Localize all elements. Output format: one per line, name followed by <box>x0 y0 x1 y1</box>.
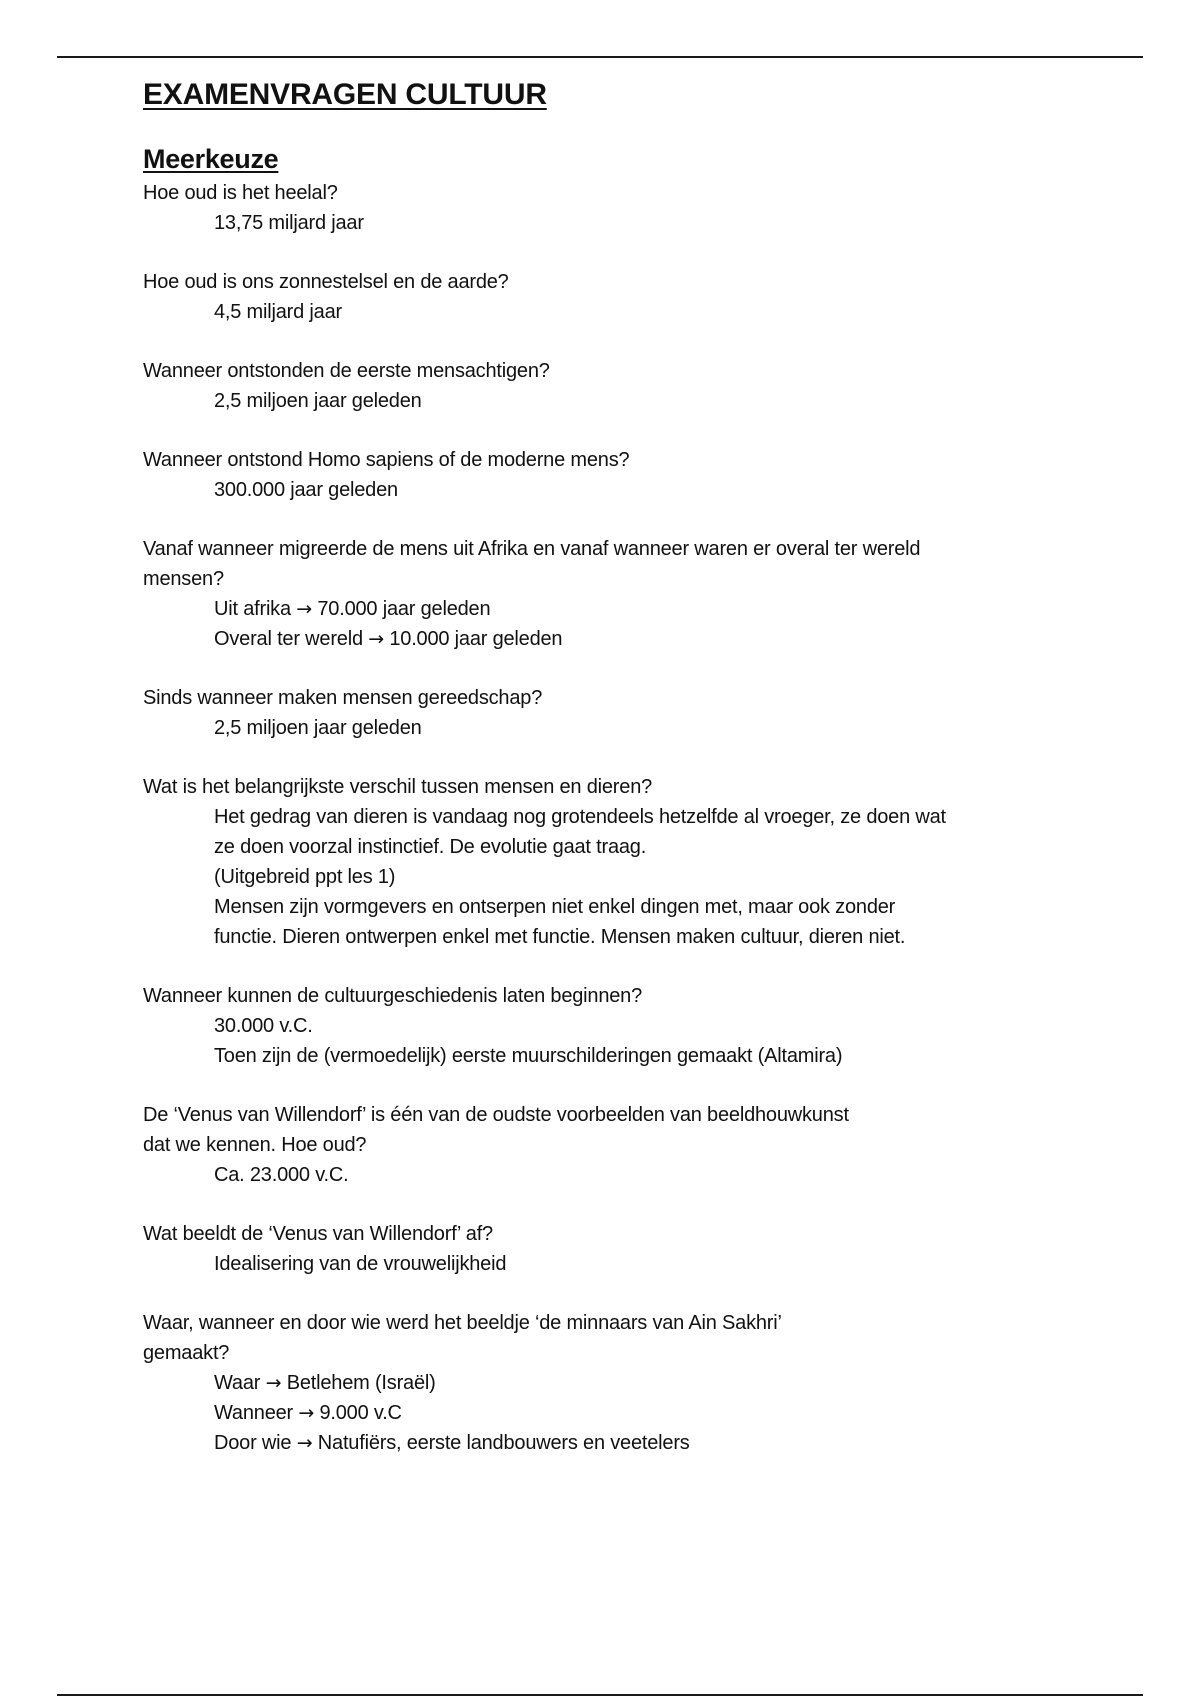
section-title: Meerkeuze <box>143 144 279 174</box>
qa-item <box>143 534 1043 654</box>
arrow-right-icon: → <box>298 1402 315 1424</box>
question-continued: mensen? <box>143 568 224 590</box>
answer-label: Door wie <box>214 1432 292 1454</box>
answer-value: 70.000 jaar geleden <box>317 598 491 620</box>
question: Wanneer kunnen de cultuurgeschiedenis laten beginnen? <box>143 985 643 1007</box>
question: Waar, wanneer en door wie werd het beeldje ‘de minnaars van Ain Sakhri’ <box>143 1312 782 1334</box>
question: Wanneer ontstond Homo sapiens of de moderne mens? <box>143 449 630 471</box>
answer: 13,75 miljard jaar <box>214 212 364 234</box>
question-continued: gemaakt? <box>143 1342 230 1364</box>
answer <box>143 1368 1043 1398</box>
question: De ‘Venus van Willendorf’ is één van de oudste voorbeelden van beeldhouwkunst <box>143 1104 849 1126</box>
qa-item <box>143 1308 1043 1458</box>
question: Wanneer ontstonden de eerste mensachtigen? <box>143 360 550 382</box>
answer: Het gedrag van dieren is vandaag nog grotendeels hetzelfde al vroeger, ze doen wat <box>214 806 946 828</box>
answer: 30.000 v.C. <box>214 1015 313 1037</box>
answer: (Uitgebreid ppt les 1) <box>214 866 396 888</box>
answer: Idealisering van de vrouwelijkheid <box>214 1253 507 1275</box>
answer: 4,5 miljard jaar <box>214 301 342 323</box>
answer-label: Wanneer <box>214 1402 294 1424</box>
qa-item <box>143 267 1043 327</box>
qa-item <box>143 683 1043 743</box>
answer <box>143 1428 1043 1458</box>
top-rule <box>57 56 1143 58</box>
answer-value: Betlehem (Israël) <box>286 1372 436 1394</box>
answer-label: Waar <box>214 1372 261 1394</box>
answer-label: Uit afrika <box>214 598 291 620</box>
answer: 2,5 miljoen jaar geleden <box>214 717 422 739</box>
qa-item <box>143 1100 1043 1190</box>
answer: functie. Dieren ontwerpen enkel met functie. Mensen maken cultuur, dieren niet. <box>214 926 906 948</box>
answer: Ca. 23.000 v.C. <box>214 1164 349 1186</box>
arrow-right-icon: → <box>265 1372 282 1394</box>
bottom-rule <box>57 1694 1143 1696</box>
answer: ze doen voorzal instinctief. De evolutie gaat traag. <box>214 836 647 858</box>
answer <box>143 594 1043 624</box>
question: Sinds wanneer maken mensen gereedschap? <box>143 687 543 709</box>
arrow-right-icon: → <box>296 598 313 620</box>
answer <box>143 1398 1043 1428</box>
question: Wat is het belangrijkste verschil tussen mensen en dieren? <box>143 776 653 798</box>
qa-item <box>143 981 1043 1071</box>
arrow-right-icon: → <box>368 628 384 650</box>
answer: 300.000 jaar geleden <box>214 479 398 501</box>
arrow-right-icon: → <box>296 1432 313 1454</box>
qa-item <box>143 356 1043 416</box>
qa-item <box>143 445 1043 505</box>
qa-item <box>143 1219 1043 1279</box>
answer: Mensen zijn vormgevers en ontserpen niet enkel dingen met, maar ook zonder <box>214 896 896 918</box>
qa-item <box>143 178 1043 238</box>
answer-label: Overal ter wereld <box>214 628 363 650</box>
question: Hoe oud is het heelal? <box>143 182 338 204</box>
answer-value: 10.000 jaar geleden <box>389 628 563 650</box>
question: Hoe oud is ons zonnestelsel en de aarde? <box>143 271 509 293</box>
answer-value: Natufiërs, eerste landbouwers en veetelers <box>317 1432 690 1454</box>
answer-value: 9.000 v.C <box>319 1402 402 1424</box>
answer <box>143 624 1043 654</box>
document-body <box>143 74 1043 1487</box>
question: Vanaf wanneer migreerde de mens uit Afrika en vanaf wanneer waren er overal ter wereld <box>143 538 921 560</box>
question: Wat beeldt de ‘Venus van Willendorf’ af? <box>143 1223 493 1245</box>
qa-item <box>143 772 1043 952</box>
question-continued: dat we kennen. Hoe oud? <box>143 1134 367 1156</box>
answer: 2,5 miljoen jaar geleden <box>214 390 422 412</box>
answer: Toen zijn de (vermoedelijk) eerste muurschilderingen gemaakt (Altamira) <box>214 1045 843 1067</box>
document-title: EXAMENVRAGEN CULTUUR <box>143 78 547 111</box>
